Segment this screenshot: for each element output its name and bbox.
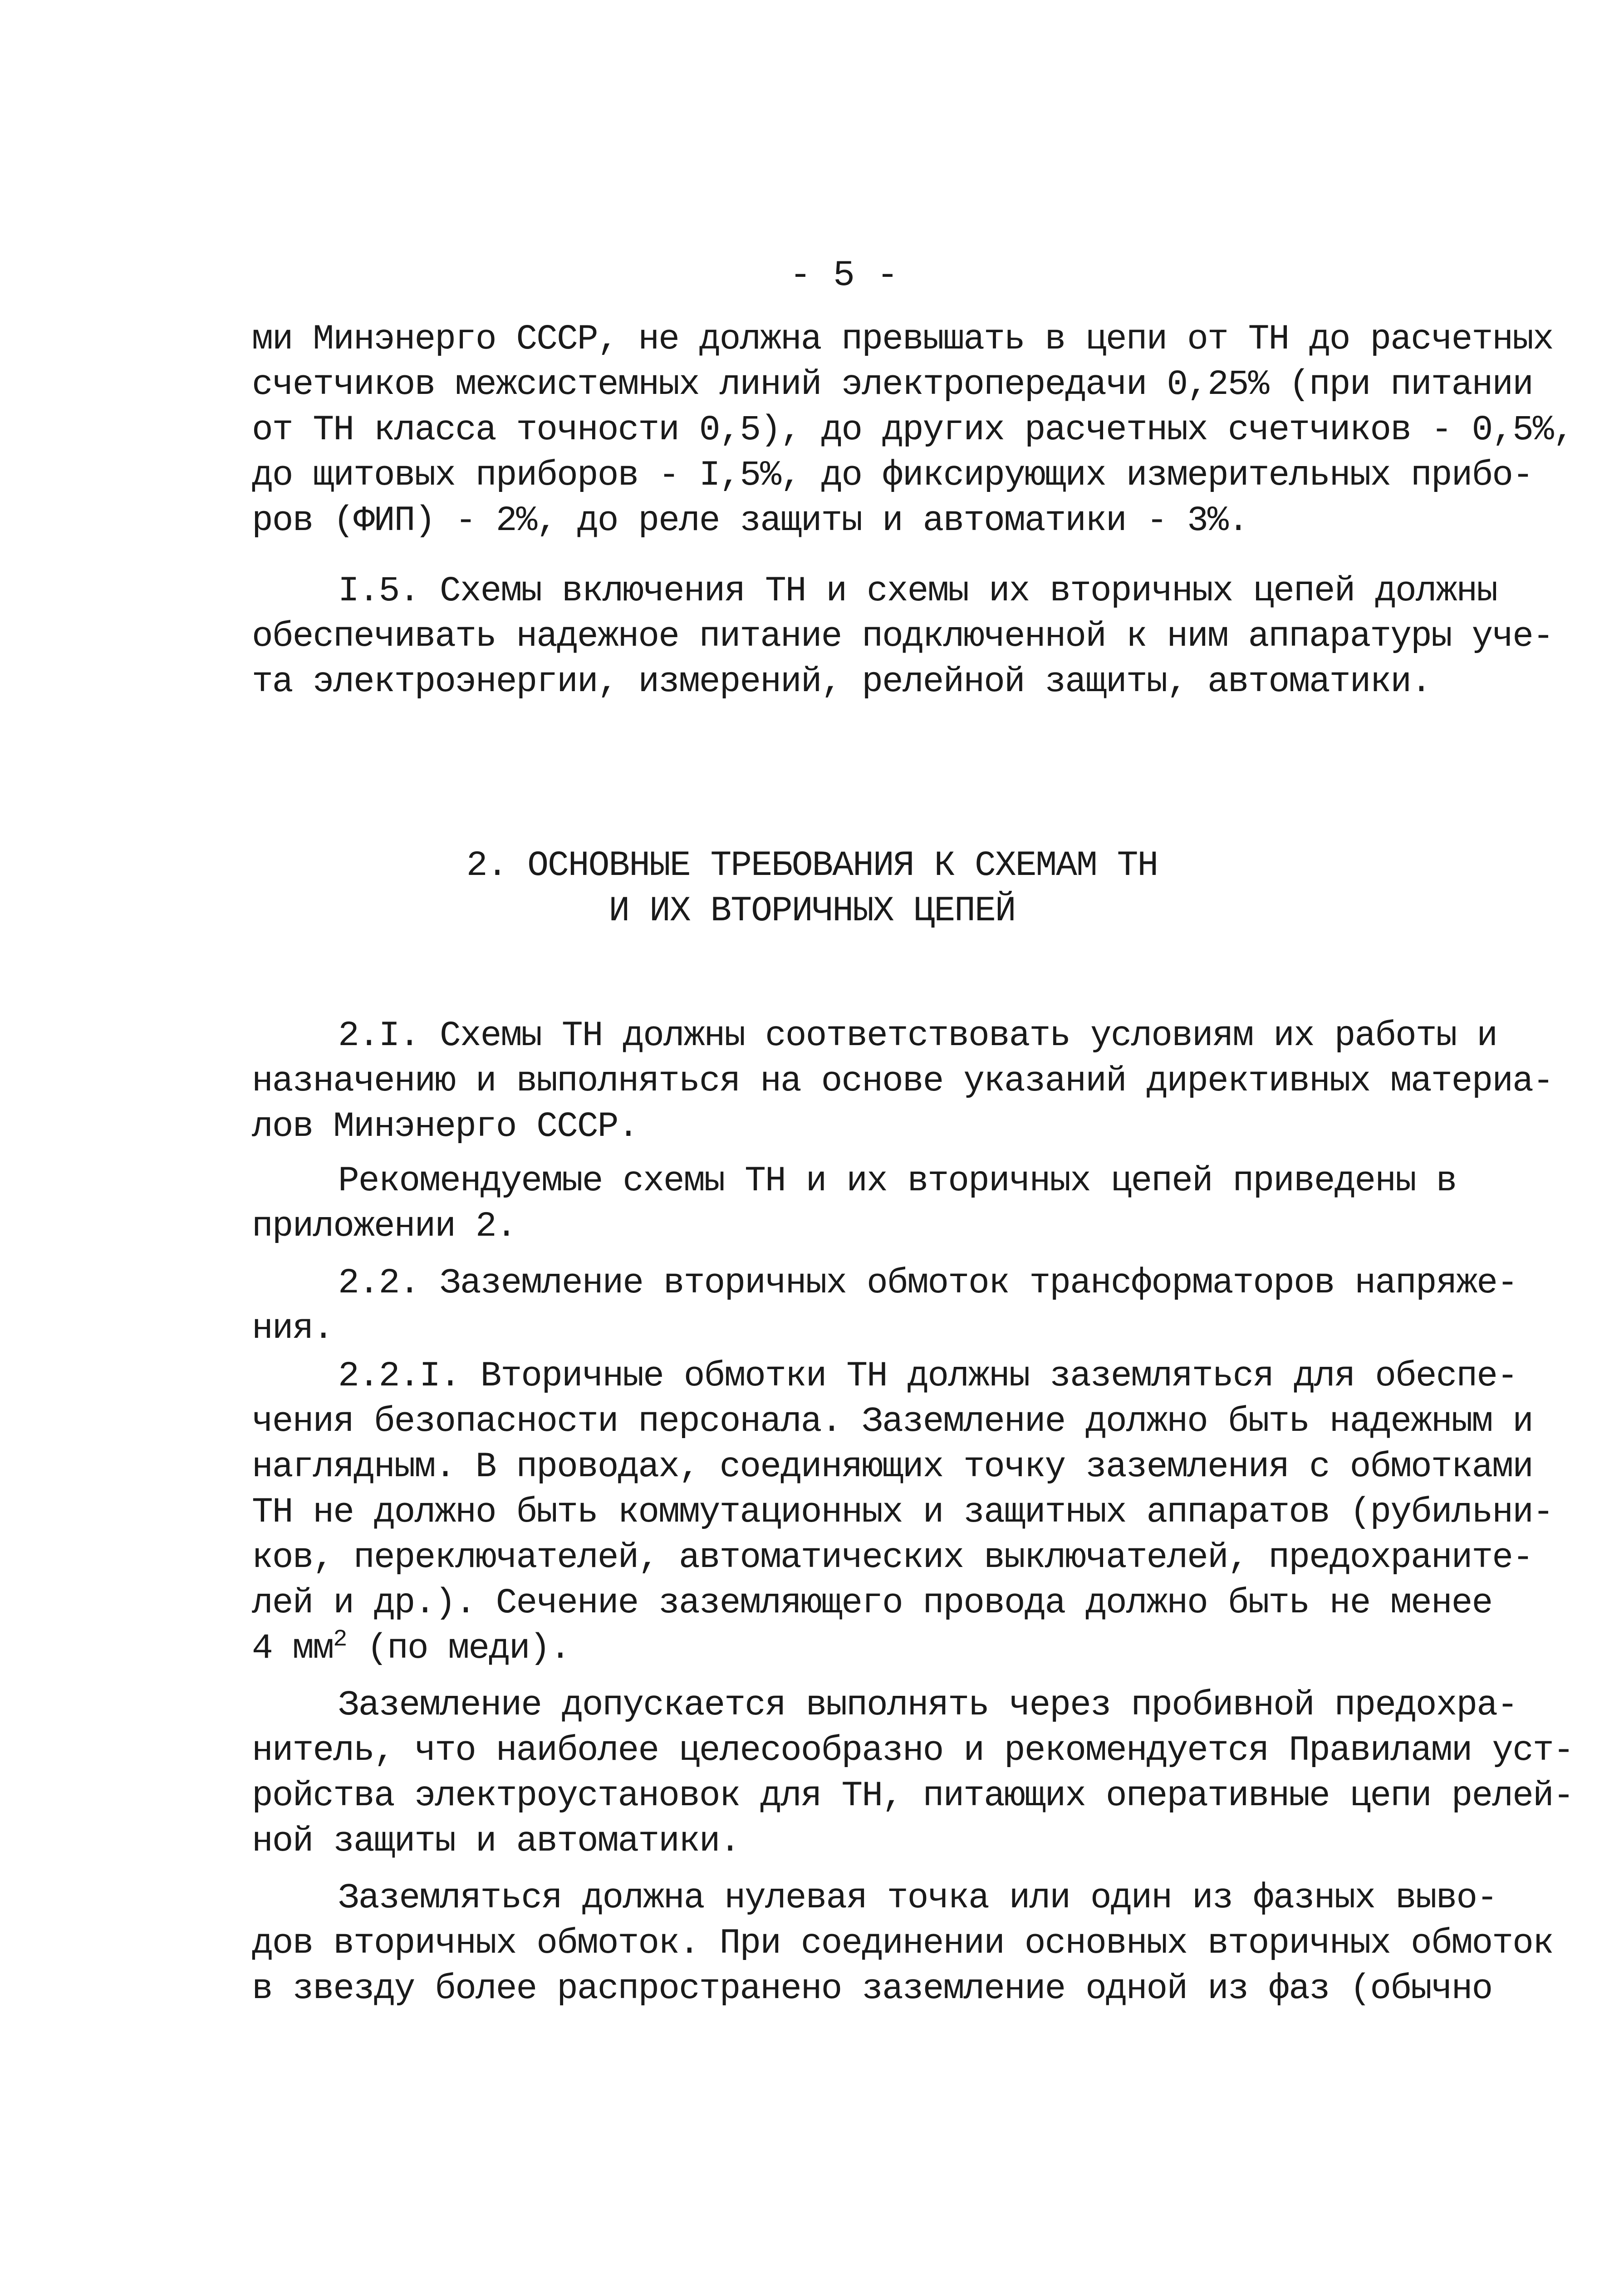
- section-heading: И ИХ ВТОРИЧНЫХ ЦЕПЕЙ: [608, 891, 1016, 931]
- area-note: (по меди).: [346, 1629, 570, 1669]
- paragraph-line: I.5. Схемы включения ТН и схемы их вторичных цепей должны: [338, 571, 1497, 611]
- paragraph-line: чения безопасности персонала. Заземление должно быть надежным и: [252, 1402, 1533, 1442]
- paragraph-line: [252, 1627, 1477, 1670]
- area-superscript: 2: [333, 1626, 347, 1653]
- paragraph-line: Заземление допускается выполнять через пробивной предохра-: [338, 1685, 1517, 1725]
- paragraph-line: наглядным. В проводах, соединяющих точку заземления с обмотками: [252, 1447, 1533, 1487]
- paragraph-line: от ТН класса точности 0,5), до других расчетных счетчиков - 0,5%,: [252, 410, 1574, 450]
- paragraph-line: 2.I. Схемы ТН должны соответствовать условиям их работы и: [338, 1016, 1497, 1056]
- paragraph-line: приложении 2.: [252, 1207, 516, 1247]
- paragraph-line: ков, переключателей, автоматических выключателей, предохраните-: [252, 1538, 1533, 1578]
- paragraph-line: 2.2. Заземление вторичных обмоток трансформаторов напряже-: [338, 1263, 1517, 1303]
- paragraph-line: лей и др.). Сечение заземляющего провода должно быть не менее: [252, 1583, 1492, 1623]
- paragraph-line: лов Минэнерго СССР.: [252, 1107, 638, 1147]
- area-value: 4 мм: [252, 1629, 334, 1669]
- paragraph-line: ной защиты и автоматики.: [252, 1822, 740, 1861]
- paragraph-line: ройства электроустановок для ТН, питающих оперативные цепи релей-: [252, 1776, 1574, 1816]
- section-heading: 2. ОСНОВНЫЕ ТРЕБОВАНИЯ К СХЕМАМ ТН: [466, 846, 1158, 886]
- paragraph-line: ми Минэнерго СССР, не должна превышать в цепи от ТН до расчетных: [252, 319, 1553, 359]
- paragraph-line: та электроэнергии, измерений, релейной защиты, автоматики.: [252, 662, 1431, 702]
- page-number: - 5 -: [790, 255, 899, 296]
- paragraph-line: назначению и выполняться на основе указаний директивных материа-: [252, 1061, 1553, 1101]
- paragraph-line: ТН не должно быть коммутационных и защитных аппаратов (рубильни-: [252, 1493, 1553, 1532]
- paragraph-line: обеспечивать надежное питание подключенной к ним аппаратуры уче-: [252, 617, 1553, 657]
- paragraph-line: Рекомендуемые схемы ТН и их вторичных цепей приведены в: [338, 1161, 1457, 1201]
- paragraph-line: до щитовых приборов - I,5%, до фиксирующих измерительных прибо-: [252, 456, 1533, 496]
- paragraph-line: Заземляться должна нулевая точка или один из фазных выво-: [338, 1878, 1497, 1918]
- paragraph-line: счетчиков межсистемных линий электропередачи 0,25% (при питании: [252, 365, 1533, 405]
- paragraph-line: в звезду более распространено заземление одной из фаз (обычно: [252, 1969, 1492, 2009]
- paragraph-line: 2.2.I. Вторичные обмотки ТН должны заземляться для обеспе-: [338, 1356, 1517, 1396]
- paragraph-line: дов вторичных обмоток. При соединении основных вторичных обмоток: [252, 1924, 1553, 1964]
- paragraph-line: ния.: [252, 1309, 334, 1349]
- paragraph-line: ров (ФИП) - 2%, до реле защиты и автоматики - 3%.: [252, 501, 1248, 541]
- paragraph-line: нитель, что наиболее целесообразно и рекомендуется Правилами уст-: [252, 1731, 1574, 1771]
